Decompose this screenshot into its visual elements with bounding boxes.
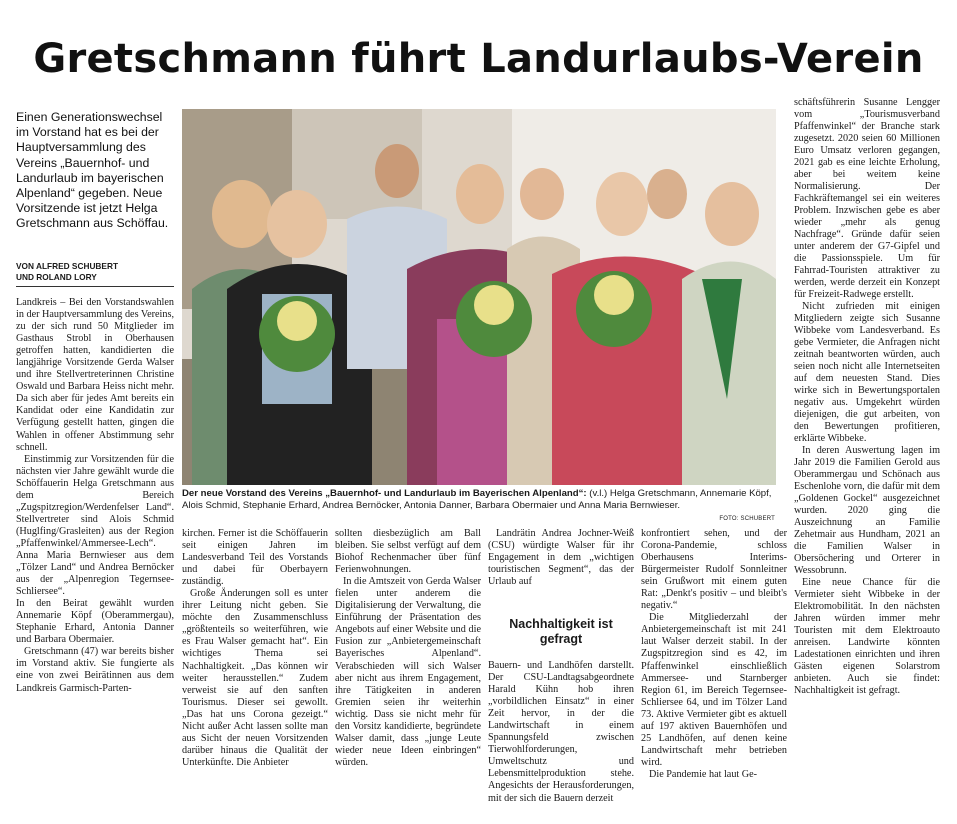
article-column-3 — [335, 528, 481, 769]
caption-text: (v.l.) Helga Gretschmann, Annemarie Köpf, Alois Schmid, Stephanie Erhard, Andrea Bernöcker, Antonia Danner, Barbara Obermaier und Anna Maria Bernwieser. — [182, 488, 772, 512]
paragraph: Gretschmann (47) war bereits bisher im Vorstand aktiv. Sie fungierte als eine von zwei Beirätinnen aus dem Landkreis Garmisch-Parten- — [16, 646, 174, 694]
paragraph: sollten diesbezüglich am Ball bleiben. Sie selbst verfügt auf dem Biohof Rechenmacher über fünf Ferienwohnungen. — [335, 528, 481, 576]
subheading: Nachhaltigkeit ist gefragt — [509, 617, 613, 646]
group-photo-image — [182, 109, 776, 485]
paragraph: Große Änderungen soll es unter ihrer Leitung nicht geben. Sie möchte den Zusammenschluss „größtenteils so weiterführen, wie es Frau Walser gemacht hat“. Ein wichtiges Thema sei Nachhaltigkeit. „Das können wir weiter herausstellen.“ Zudem verweist sie auf den sanften Tourismus. Dieser sei gewollt. „Das hat uns Corona gezeigt.“ Nicht außer Acht lassen sollte man aus Sicht der neuen Vorsitzenden darüber hinaus die Qualität der Unterkünfte. Die Anbieter — [182, 588, 328, 768]
article-column-4-top — [488, 528, 634, 588]
article-column-2 — [182, 528, 328, 769]
caption-bold: Der neue Vorstand des Vereins „Bauernhof- und Landurlaub im Bayerischen Alpenland“: — [182, 488, 587, 499]
paragraph: In den Beirat gewählt wurden Annemarie Köpf (Oberammergau), Stephanie Erhard, Antonia Danner und Barbara Obermaier. — [16, 598, 174, 646]
paragraph: konfrontiert sehen, und der Corona-Pandemie, schloss Oberhausens Interims-Bürgermeister Rudolf Sonnleitner sein Grußwort mit einem guten Rat: „Denkt's positiv – und bleibt's negativ.“ — [641, 528, 787, 612]
article-column-4-bottom — [488, 660, 634, 805]
article-column-5 — [641, 528, 787, 781]
byline — [16, 261, 174, 283]
paragraph: Bauern- und Landhöfen darstellt. Der CSU-Landtagsabgeordnete Harald Kühn hob ihren „vorbildlichen Einsatz“ in einer Zeit hervor, in der die Landwirtschaft in einem Spannungsfeld zwischen Tierwohlforderungen, Umweltschutz und Lebensmittelproduktion stehe. Angesichts der Herausforderungen, mit der sich die Bauern derzeit — [488, 660, 634, 804]
paragraph: Die Mitgliederzahl der Anbietergemeinschaft ist mit 241 laut Walser derzeit stabil. In der Zugspitzregion sind es 42, im Pfaffenwinkel einschließlich Ammersee- und Starnberger Region 61, im Bereich Tegernsee-Schliersee 64, und im Tölzer Land 73. Aktive Vermieter gibt es aktuell auf 197 aktiven Bauernhöfen und 25 Landhöfen, auf denen keine Landwirtschaft mehr betrieben wird. — [641, 612, 787, 768]
article-column-1 — [16, 297, 174, 695]
lead-paragraph: Einen Generationswechsel im Vorstand hat es bei der Hauptversammlung des Vereins „Bauernhof- und Landurlaub im bayerischen Alpenland“ gegeben. Neue Vorsitzende ist jetzt Helga Gretschmann aus Schöffau. — [16, 110, 169, 231]
byline-line-1: VON ALFRED SCHUBERT — [16, 261, 119, 271]
paragraph: schäftsführerin Susanne Lengger vom „Tourismusverband Pfaffenwinkel“ der Branche stark zugesetzt. 2020 seien 60 Millionen Euro Umsatz verloren gegangen, 2021 gab es eine leichte Erholung, aber bei weitem keine Normalisierung. Der Fachkräftemangel sei ein weiteres Problem. Inzwischen gebe es aber wieder „mehr als genug Nachfrage“. Gründe dafür seien unter anderem der G7-Gipfel und die Passionsspiele. Um für Fahrrad-Touristen attraktiver zu werden, werde derzeit ein Konzept für Freizeit-Radwege erstellt. — [794, 97, 940, 300]
divider — [16, 286, 174, 287]
paragraph: In die Amtszeit von Gerda Walser fielen unter anderem die Digitalisierung der Verwaltung, die Einführung der Präsentation des Angebots auf einer Website und die Fusion zur „Anbietergemeinschaft Bayerisches Alpenland“. Verabschieden will sich Walser aber nicht aus ihrem Engagement, ihre Tätigkeiten in anderen Gremien seien ihr weiterhin wichtig. Dass sie nicht mehr für den Vorsitz kandidierte, begründete Walser damit, dass „junge Leute wieder neue Ideen einbringen“ würden. — [335, 576, 481, 768]
headline: Gretschmann führt Landurlaubs-Verein — [33, 36, 924, 82]
paragraph: Eine neue Chance für die Vermieter sieht Wibbeke in der Elektromobilität. In den nächsten Jahren würden immer mehr Touristen mit dem Elektroauto anreisen. Landwirte könnten Ladestationen einrichten und ihren Gästen eigenen Solarstrom anbieten. Auch sie findet: Nachhaltigkeit ist gefragt. — [794, 577, 940, 696]
paragraph: Einstimmig zur Vorsitzenden für die nächsten vier Jahre gewählt wurde die Schöffauerin Helga Gretschmann aus dem Bereich „Zugspitzregion/Werdenfelser Land“. Stellvertreter sind Alois Schmid (Huglfing/Grasleiten) aus der Region „Pfaffenwinkel/Ammersee-Lech“. Anna Maria Bernwieser aus dem „Tölzer Land“ und Andrea Bernöcker aus der „Alpenregion Tegernsee-Schliersee“. — [16, 453, 174, 598]
paragraph: Landrätin Andrea Jochner-Weiß (CSU) würdigte Walser für ihr Engagement in dem „wichtigen touristischen Segment“, das der Urlaub auf — [488, 528, 634, 588]
photo-caption — [182, 488, 776, 513]
paragraph: Nicht zufrieden mit einigen Mitgliedern zeigte sich Susanne Wibbeke vom Landesverband. Es gebe Vermieter, die Anfragen nicht zeitnah beantworten würden, auch seien noch nicht alle Internetseiten auf dem neuesten Stand. Dies wirke sich in Bewertungsportalen negativ aus. Umgekehrt würden diejenigen, die gut arbeiten, von den Bewertungen profitieren, erklärte Wibbeke. — [794, 301, 940, 444]
article-column-6 — [794, 97, 940, 697]
byline-line-2: UND ROLAND LORY — [16, 272, 97, 282]
paragraph: Die Pandemie hat laut Ge- — [649, 768, 758, 780]
paragraph: In deren Auswertung lagen im Jahr 2019 die Familien Gerold aus Oberammergau und Schönach aus Eschenlohe vorn, die dafür mit dem „Goldenen Gockel“ ausgezeichnet wurden. 2020 ging die Auszeichnung an Familie Zehetmair aus Hundham, 2021 an die Familien Walser in Obersöchering und Orterer in Wessobrunn. — [794, 445, 940, 576]
group-photo — [182, 109, 776, 485]
paragraph: kirchen. Ferner ist die Schöffauerin seit einigen Jahren im Landesverband Teil des Vorstands und dabei für Oberbayern zuständig. — [182, 528, 328, 588]
photo-credit: FOTO: SCHUBERT — [719, 516, 775, 522]
paragraph: Landkreis – Bei den Vorstandswahlen in der Hauptversammlung des Vereins, zu der sich rund 50 Mitglieder im Gasthaus Strobl in Oberhausen getroffen hatten, kandidierten die langjährige Vorsitzende Gerda Walser und ihre Stellvertreterinnen Christine Oswald und Barbara Heiss nicht mehr. Da sich aber für jedes Amt bereits ein Kandidat oder eine Kandidatin zur Verfügung gestellt hatten, gingen die Wahlen in offener Abstimmung sehr schnell. — [16, 297, 174, 453]
